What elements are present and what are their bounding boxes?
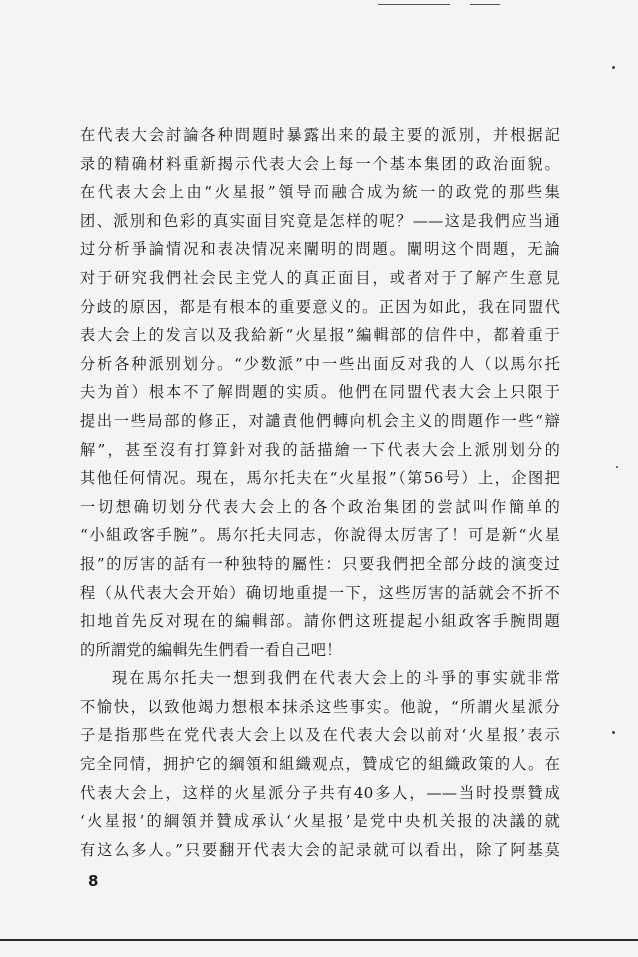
text-line: 夫为首）根本不了解問題的实质。他們在同盟代表大会上只限于 xyxy=(80,383,560,402)
text-line: 分析各种派别划分。“少数派”中一些出面反对我的人（以馬尔托 xyxy=(80,354,560,373)
top-margin-rule-short xyxy=(470,4,500,5)
text-line: 其他任何情况。現在，馬尔托夫在“火星报”（第56号）上，企图把 xyxy=(80,469,560,488)
text-line: 有这么多人。”只要翻开代表大会的記录就可以看出，除了阿基莫 xyxy=(80,840,560,859)
text-line: 对于研究我們社会民主党人的真正面目，或者对于了解产生意見 xyxy=(80,268,560,287)
scan-speck xyxy=(612,66,615,69)
text-line: ‘火星报’的綱領并贊成承认‘火星报’是党中央机关报的决議的就 xyxy=(80,812,560,831)
text-line: 过分析爭論情况和表决情况来闡明的問題。闡明这个問題，无論 xyxy=(80,240,560,259)
text-line: 一切想确切划分代表大会上的各个政治集团的尝試叫作簡单的 xyxy=(80,497,560,516)
text-line: 在代表大会上由“火星报”領导而融合成为統一的政党的那些集 xyxy=(80,183,560,202)
top-margin-rule xyxy=(378,4,450,5)
text-line: “小組政客手腕”。馬尔托夫同志，你說得太厉害了！可是新“火星 xyxy=(80,526,560,545)
page-number: 8 xyxy=(88,872,99,890)
scan-speck xyxy=(616,466,618,468)
text-line: 扣地首先反对現在的編輯部。請你們这班提起小組政客手腕問題 xyxy=(80,612,560,631)
bottom-scan-rule xyxy=(0,939,638,941)
text-line: 代表大会上，这样的火星派分子共有40多人，——当时投票贊成 xyxy=(80,783,560,802)
text-line: 团、派別和色彩的真实面目究竟是怎样的呢？——这是我們应当通 xyxy=(80,211,560,230)
text-line: 分歧的原因，都是有根本的重要意义的。正因为如此，我在同盟代 xyxy=(80,297,560,316)
text-line: 在代表大会討論各种問題时暴露出来的最主要的派別，并根据記 xyxy=(80,126,560,144)
text-line: 子是指那些在党代表大会上以及在代表大会以前对‘火星报’表示 xyxy=(80,726,560,745)
paragraph-start-line: 現在馬尔托夫一想到我們在代表大会上的斗爭的事实就非常 xyxy=(112,669,560,688)
text-line: 程（从代表大会开始）确切地重提一下，这些厉害的話就会不折不 xyxy=(80,583,560,602)
text-line: 不愉快，以致他竭力想根本抹杀这些事实。他說，“所謂火星派分 xyxy=(80,697,560,716)
text-line: 提出一些局部的修正，对譴責他們轉向机会主义的問題作一些“辯 xyxy=(80,411,560,430)
paragraph-end-line: 的所謂党的編輯先生們看一看自己吧！ xyxy=(80,640,342,659)
text-line: 完全同情，拥护它的綱領和組織观点，贊成它的組織政策的人。在 xyxy=(80,755,560,774)
text-line: 表大会上的发言以及我給新“火星报”編輯部的信件中，都着重于 xyxy=(80,326,560,345)
body-text xyxy=(80,121,560,864)
scan-speck xyxy=(612,731,615,734)
text-line: 录的精确材料重新揭示代表大会上每一个基本集团的政治面貌。 xyxy=(80,154,560,173)
text-line: 解”，甚至沒有打算針对我的話描繪一下代表大会上派別划分的 xyxy=(80,440,560,459)
text-line: 报”的厉害的話有一种独特的屬性：只要我們把全部分歧的演变过 xyxy=(80,554,560,573)
